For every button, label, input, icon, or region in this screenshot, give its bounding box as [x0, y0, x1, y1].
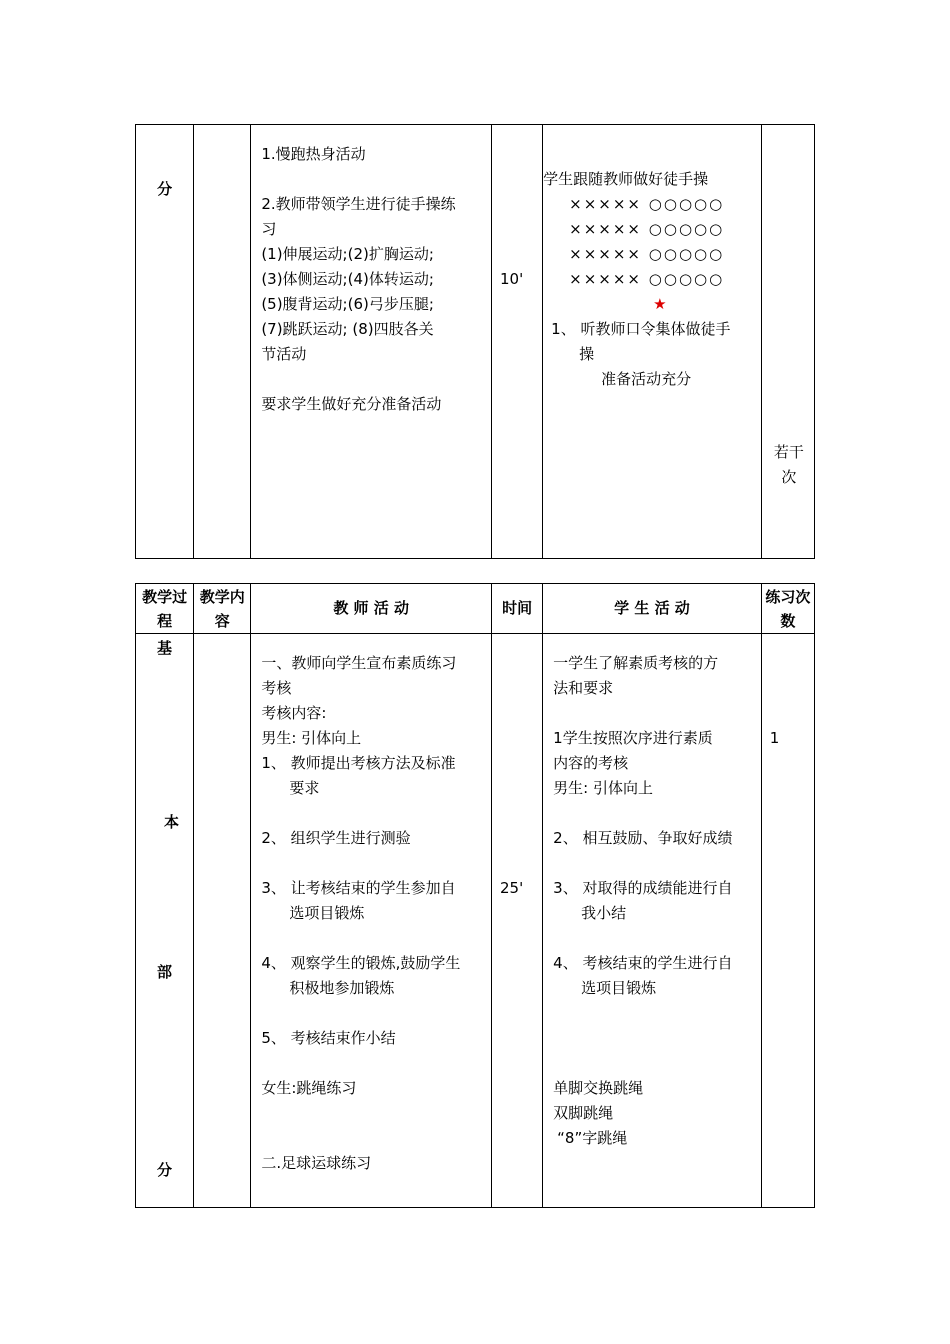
teacher-line: 2、 组织学生进行测验 [261, 829, 411, 847]
count-cell [761, 125, 814, 559]
count-value: 1 [769, 729, 780, 747]
table-warmup [135, 124, 815, 559]
teacher-line: 积极地参加锻炼 [289, 979, 395, 997]
teacher-line: 选项目锻炼 [289, 904, 365, 922]
student-line: 一学生了解素质考核的方 [553, 654, 719, 672]
content-cell [194, 634, 251, 1208]
header-teacher: 教 师 活 动 [251, 584, 492, 634]
student-line: 准备活动充分 [601, 370, 692, 388]
teacher-line: 节活动 [261, 345, 307, 363]
teacher-line: 男生: 引体向上 [261, 729, 362, 747]
section-char: 基 [157, 639, 173, 657]
student-line: 1、 听教师口令集体做徒手 [551, 320, 731, 338]
student-line: 2、 相互鼓励、争取好成绩 [553, 829, 733, 847]
teacher-line: 习 [261, 220, 277, 238]
header-process: 教学过程 [136, 584, 194, 634]
teacher-line: 要求学生做好充分准备活动 [261, 395, 442, 413]
teacher-line: 2.教师带领学生进行徒手操练 [261, 195, 456, 213]
student-title: 学生跟随教师做好徒手操 [543, 170, 709, 188]
time-cell [492, 125, 543, 559]
section-char: 部 [157, 963, 173, 981]
teacher-line: (3)体侧运动;(4)体转运动; [261, 270, 434, 288]
student-line: 选项目锻炼 [581, 979, 657, 997]
teacher-line: 1.慢跑热身活动 [261, 145, 366, 163]
teacher-line: 考核 [261, 679, 292, 697]
student-activity-cell [543, 634, 762, 1208]
teacher-line: (1)伸展运动;(2)扩胸运动; [261, 245, 434, 263]
teacher-line: 二.足球运球练习 [261, 1154, 372, 1172]
count-cell [761, 634, 814, 1208]
teacher-line: 5、 考核结束作小结 [261, 1029, 396, 1047]
student-line: “8”字跳绳 [557, 1129, 628, 1147]
student-line: 男生: 引体向上 [553, 779, 653, 797]
student-line: 单脚交换跳绳 [553, 1079, 644, 1097]
teacher-line: 1、 教师提出考核方法及标准 [261, 754, 456, 772]
teacher-line: 考核内容: [261, 704, 327, 722]
formation-diagram [543, 192, 757, 317]
section-label: 分 [157, 180, 173, 198]
teacher-line: 一、教师向学生宣布素质练习 [261, 654, 457, 672]
student-line: 内容的考核 [553, 754, 629, 772]
formation-row: ××××× ○○○○○ [569, 245, 725, 263]
teacher-line: 4、 观察学生的锻炼,鼓励学生 [261, 954, 461, 972]
header-count: 练习次数 [761, 584, 814, 634]
teacher-line: 要求 [289, 779, 320, 797]
teacher-activity-cell [251, 634, 492, 1208]
header-time: 时间 [492, 584, 543, 634]
section-char: 分 [157, 1161, 173, 1179]
time-cell [492, 634, 543, 1208]
header-student: 学 生 活 动 [543, 584, 762, 634]
student-activity-cell [543, 125, 762, 559]
teacher-line: (5)腹背运动;(6)弓步压腿; [261, 295, 434, 313]
student-line: 1学生按照次序进行素质 [553, 729, 713, 747]
formation-row: ××××× ○○○○○ [569, 270, 725, 288]
teacher-activity-cell [251, 125, 492, 559]
student-line: 3、 对取得的成绩能进行自 [553, 879, 733, 897]
student-line: 4、 考核结束的学生进行自 [553, 954, 733, 972]
formation-row: ××××× ○○○○○ [569, 220, 725, 238]
student-line: 操 [579, 345, 595, 363]
time-value: 25' [500, 879, 524, 897]
table-main [135, 583, 815, 1208]
teacher-star-icon: ★ [653, 295, 667, 313]
header-content: 教学内容 [194, 584, 251, 634]
content-cell [194, 125, 251, 559]
section-char: 本 [164, 813, 180, 831]
formation-row: ××××× ○○○○○ [569, 195, 725, 213]
teacher-line: 3、 让考核结束的学生参加自 [261, 879, 456, 897]
count-value: 若干次 [773, 443, 804, 486]
section-label-cell [136, 125, 194, 559]
teacher-line: 女生:跳绳练习 [261, 1079, 357, 1097]
student-line: 我小结 [581, 904, 627, 922]
student-line: 法和要求 [553, 679, 614, 697]
section-label-cell [136, 634, 194, 1208]
teacher-line: (7)跳跃运动; (8)四肢各关 [261, 320, 434, 338]
student-line: 双脚跳绳 [553, 1104, 614, 1122]
time-value: 10' [500, 270, 524, 288]
